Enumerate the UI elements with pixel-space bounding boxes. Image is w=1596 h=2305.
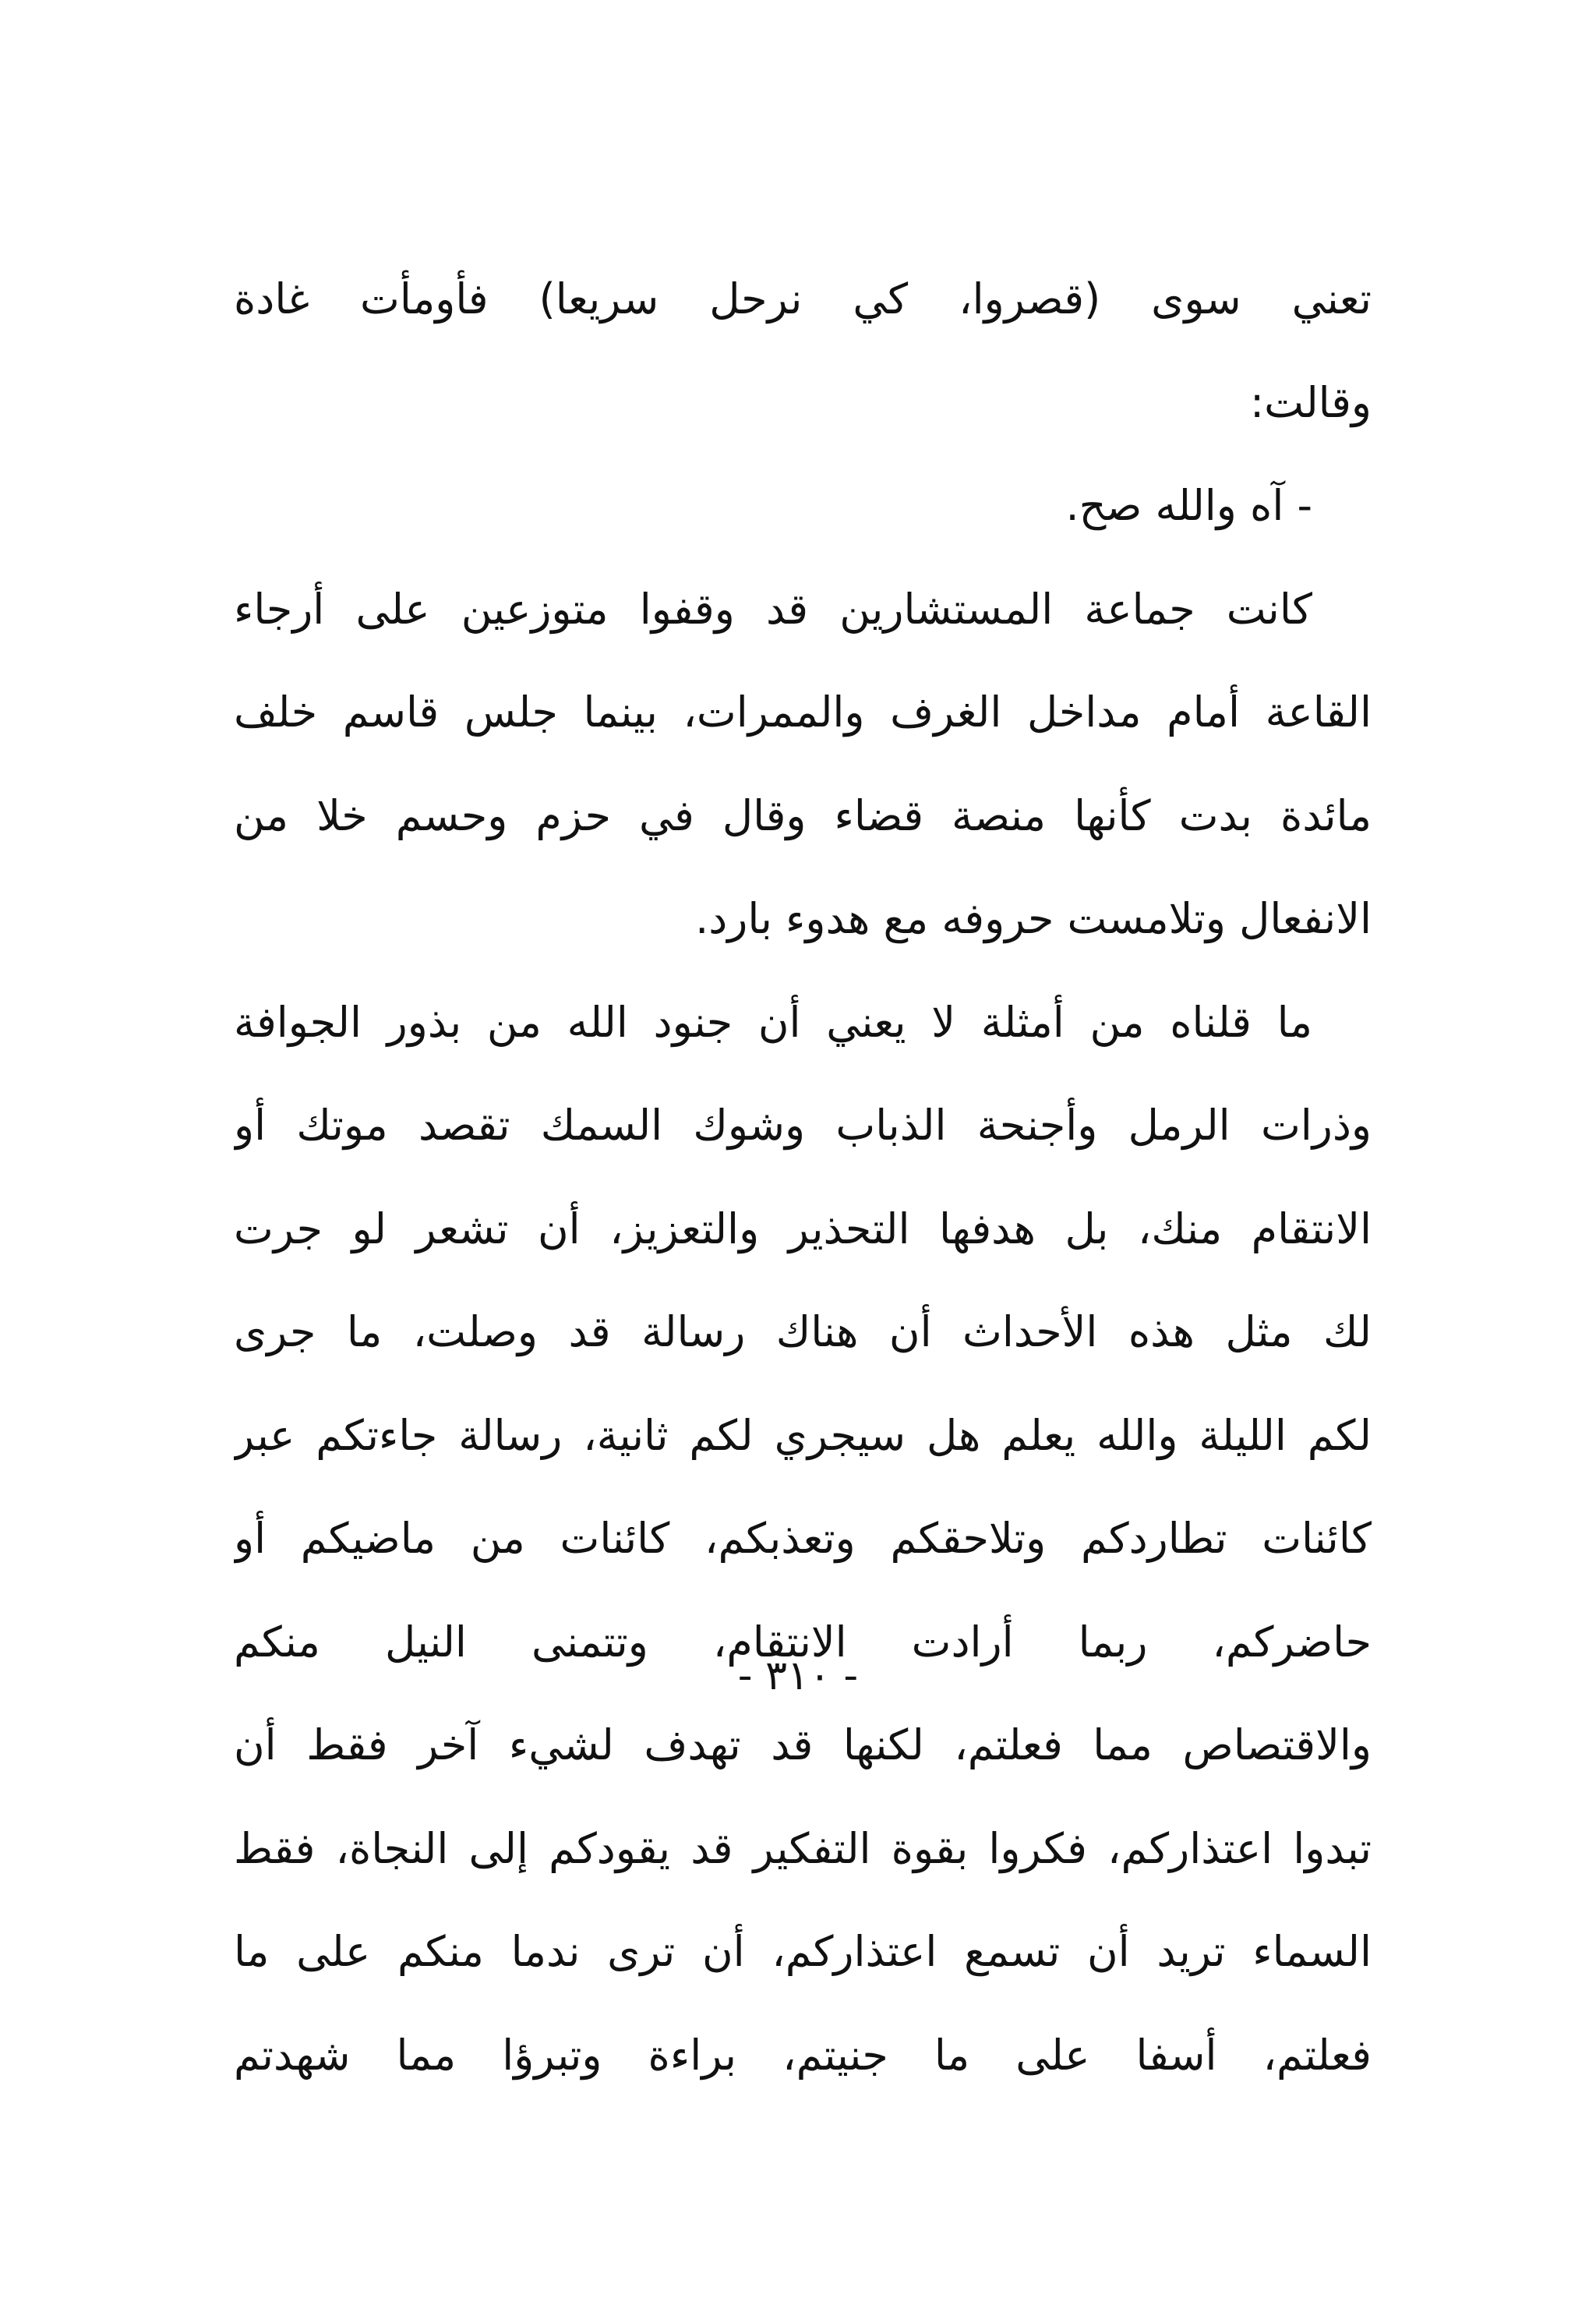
text-line: القاعة أمام مداخل الغرف والممرات، بينما جلس قاسم خلف [234,688,1372,737]
text-line: لكم الليلة والله يعلم هل سيجري لكم ثانية، رسالة جاءتكم عبر [234,1410,1372,1460]
text-line: كائنات تطاردكم وتلاحقكم وتعذبكم، كائنات من ماضيكم أو [234,1514,1372,1563]
text-line: والاقتصاص مما فعلتم، لكنها قد تهدف لشيء آخر فقط أن [234,1720,1372,1769]
page-number: - ٣١٠ - [737,1653,859,1699]
text-line: وقالت: [1249,377,1372,427]
dialogue-line: - آه والله صح. [1065,481,1312,530]
text-line: السماء تريد أن تسمع اعتذاركم، أن ترى ندما منكم على ما [234,1927,1372,1976]
text-line: حاضركم، ربما أرادت الانتقام، وتتمنى النيل منكم [234,1617,1372,1667]
text-line: مائدة بدت كأنها منصة قضاء وقال في حزم وحسم خلا من [234,790,1372,840]
paragraph-last-line: الانفعال وتلامست حروفه مع هدوء بارد. [695,894,1372,943]
paragraph-first-line: كانت جماعة المستشارين قد وقفوا متوزعين على أرجاء [234,584,1312,634]
paragraph-first-line: ما قلناه من أمثلة لا يعني أن جنود الله من بذور الجوافة [234,997,1312,1047]
text-line: لك مثل هذه الأحداث أن هناك رسالة قد وصلت، ما جرى [234,1307,1372,1356]
text-line: وذرات الرمل وأجنحة الذباب وشوك السمك تقصد موتك أو [234,1101,1372,1150]
body-text [234,248,1372,2107]
text-line: تبدوا اعتذاركم، فكروا بقوة التفكير قد يقودكم إلى النجاة، فقط [234,1823,1372,1873]
text-line: الانتقام منك، بل هدفها التحذير والتعزيز، أن تشعر لو جرت [234,1204,1372,1253]
text-line: تعني سوى (قصروا، كي نرحل سريعا) فأومأت غادة [234,274,1372,323]
text-line: فعلتم، أسفا على ما جنيتم، براءة وتبرؤا مما شهدتم [234,2030,1372,2080]
